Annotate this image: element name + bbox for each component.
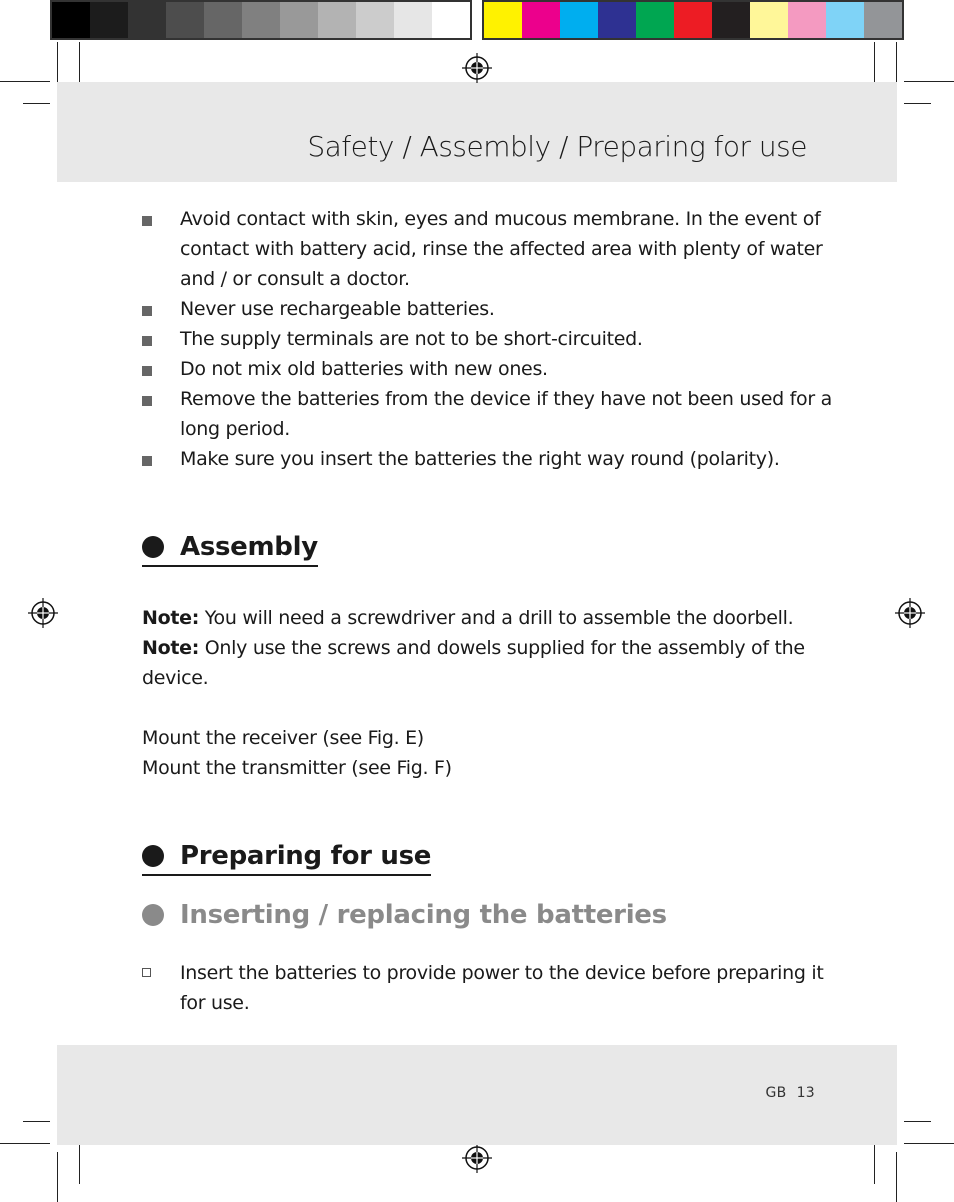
crop-mark xyxy=(23,1121,50,1122)
note-paragraph xyxy=(142,603,832,633)
square-bullet-icon xyxy=(142,306,152,316)
list-item-text: Remove the batteries from the device if they have not been used for a long period. xyxy=(180,388,832,440)
square-bullet-icon xyxy=(142,456,152,466)
crop-mark xyxy=(0,1143,50,1144)
preparing-steps-list xyxy=(142,958,832,1018)
list-item xyxy=(142,324,832,354)
crop-mark xyxy=(57,1152,58,1202)
color-swatch xyxy=(128,2,166,38)
square-bullet-icon xyxy=(142,336,152,346)
registration-mark-icon xyxy=(895,598,925,628)
page-number xyxy=(766,1085,815,1101)
square-bullet-icon xyxy=(142,216,152,226)
crop-mark xyxy=(23,103,50,104)
crop-mark xyxy=(904,1121,931,1122)
preparing-heading-text: Preparing for use xyxy=(180,841,432,871)
list-item xyxy=(142,444,832,474)
list-item xyxy=(142,384,832,444)
safety-list xyxy=(142,204,832,474)
note-text: Only use the screws and dowels supplied for the assembly of the device. xyxy=(142,637,805,689)
note-label: Note: xyxy=(142,637,200,659)
assembly-heading-text: Assembly xyxy=(180,532,318,562)
color-swatch xyxy=(522,2,560,38)
color-swatch xyxy=(394,2,432,38)
color-swatch xyxy=(432,2,470,38)
color-swatch xyxy=(90,2,128,38)
list-item-text: The supply terminals are not to be short-circuited. xyxy=(180,328,643,350)
color-swatch xyxy=(788,2,826,38)
assembly-step: Mount the receiver (see Fig. E) xyxy=(142,727,424,749)
color-swatch xyxy=(484,2,522,38)
batteries-subheading xyxy=(142,900,832,930)
color-swatch xyxy=(204,2,242,38)
language-code: GB xyxy=(765,1085,787,1101)
checkbox-bullet-icon xyxy=(142,968,151,977)
process-color-bar xyxy=(482,0,904,40)
crop-mark xyxy=(896,1152,897,1202)
crop-mark xyxy=(904,81,954,82)
square-bullet-icon xyxy=(142,366,152,376)
square-bullet-icon xyxy=(142,396,152,406)
list-item xyxy=(142,354,832,384)
color-swatch xyxy=(280,2,318,38)
list-item-text: Insert the batteries to provide power to the device before preparing it for use. xyxy=(180,962,824,1014)
registration-mark-icon xyxy=(28,598,58,628)
note-label: Note: xyxy=(142,607,200,629)
list-item-text: Avoid contact with skin, eyes and mucous membrane. In the event of contact with battery acid, rinse the affected area with plenty of water and / or consult a doctor. xyxy=(180,208,823,290)
page-content xyxy=(142,204,832,1018)
note-paragraph xyxy=(142,633,832,693)
list-item xyxy=(142,204,832,294)
crop-mark xyxy=(904,103,931,104)
note-text: You will need a screwdriver and a drill to assemble the doorbell. xyxy=(199,607,794,629)
color-swatch xyxy=(750,2,788,38)
bullet-dot-icon xyxy=(142,845,164,867)
color-swatch xyxy=(560,2,598,38)
color-swatch xyxy=(598,2,636,38)
crop-mark xyxy=(0,81,50,82)
registration-mark-icon xyxy=(462,1143,492,1173)
crop-mark xyxy=(904,1143,954,1144)
page-title: Safety / Assembly / Preparing for use xyxy=(307,130,807,163)
page-number-value: 13 xyxy=(796,1085,815,1101)
color-swatch xyxy=(636,2,674,38)
preparing-heading xyxy=(142,841,431,876)
color-swatch xyxy=(356,2,394,38)
bullet-dot-icon xyxy=(142,536,164,558)
color-swatch xyxy=(318,2,356,38)
bullet-dot-icon xyxy=(142,904,164,926)
page-footer xyxy=(57,1045,897,1145)
color-swatch xyxy=(242,2,280,38)
list-item xyxy=(142,294,832,324)
assembly-heading xyxy=(142,532,318,567)
list-item xyxy=(142,958,832,1018)
color-swatch xyxy=(864,2,902,38)
color-swatch xyxy=(674,2,712,38)
batteries-subheading-text: Inserting / replacing the batteries xyxy=(180,900,667,930)
list-item-text: Never use rechargeable batteries. xyxy=(180,298,495,320)
color-swatch xyxy=(52,2,90,38)
color-swatch xyxy=(826,2,864,38)
color-swatch xyxy=(712,2,750,38)
grayscale-color-bar xyxy=(50,0,472,40)
list-item-text: Make sure you insert the batteries the right way round (polarity). xyxy=(180,448,780,470)
list-item-text: Do not mix old batteries with new ones. xyxy=(180,358,548,380)
color-swatch xyxy=(166,2,204,38)
page-header xyxy=(57,82,897,182)
assembly-step: Mount the transmitter (see Fig. F) xyxy=(142,757,452,779)
registration-mark-icon xyxy=(462,53,492,83)
